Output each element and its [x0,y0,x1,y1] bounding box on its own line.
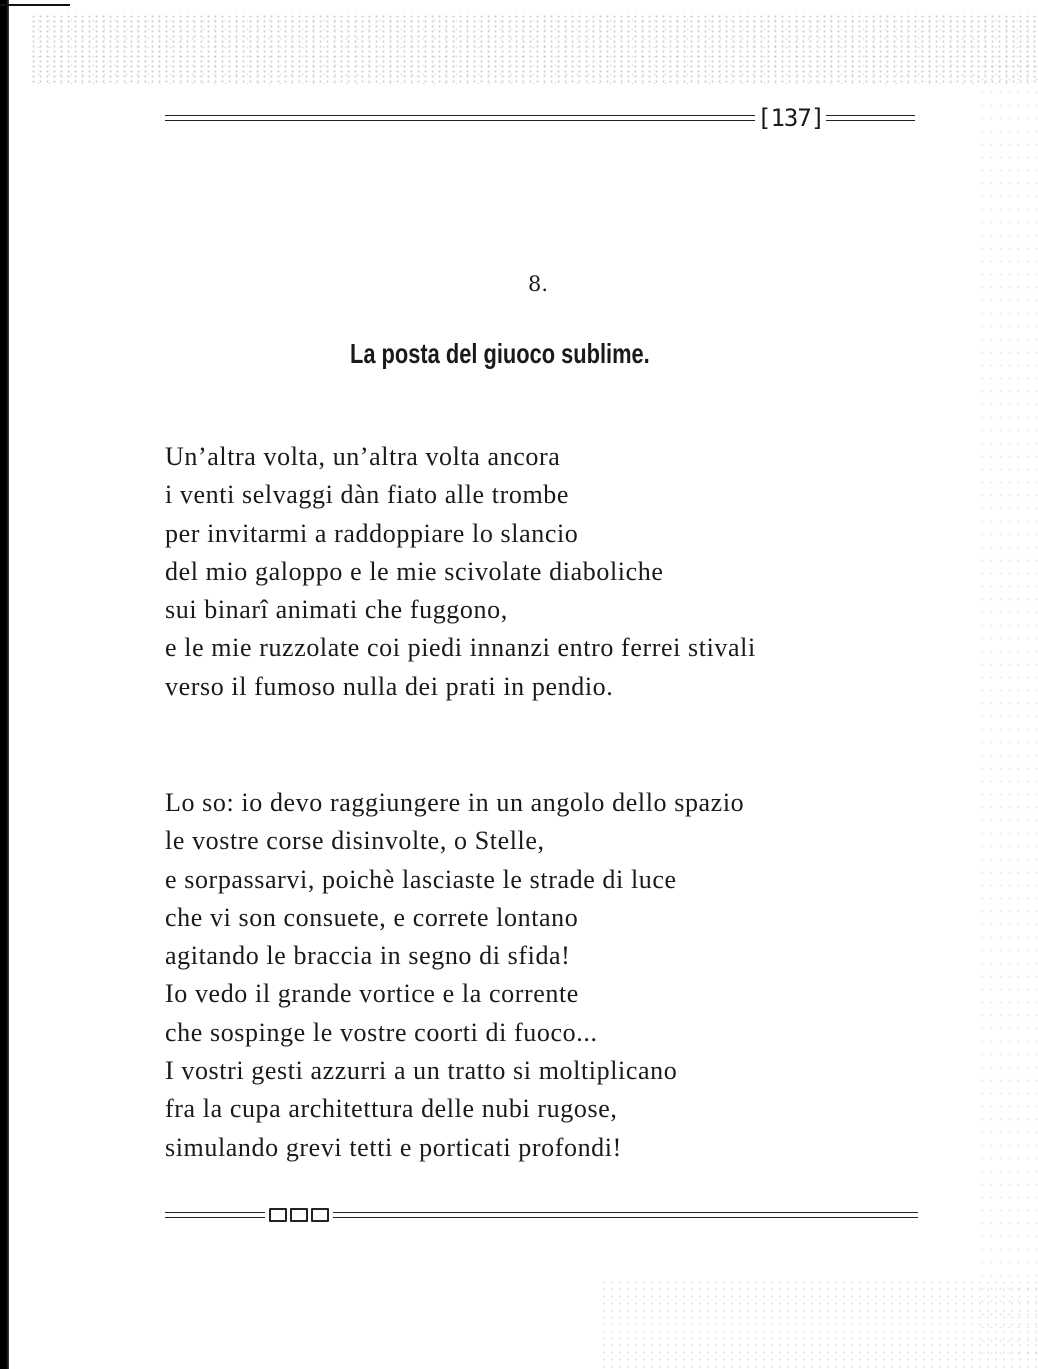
verse-line: verso il fumoso nulla dei prati in pendio. [165,671,614,701]
page-binding-edge [0,0,9,1369]
ornament-square [311,1208,329,1222]
verse-line: I vostri gesti azzurri a un tratto si moltiplicano [165,1056,678,1086]
verse-line: che vi son consuete, e correte lontano [165,902,579,932]
footer-rule-right [333,1212,918,1218]
stanza-1 [165,438,885,706]
section-number: 8. [528,272,549,296]
paper-speckle-top [30,14,1038,84]
page-header [165,103,915,133]
verse-line: Un’altra volta, un’altra volta ancora [165,442,561,471]
verse-line: le vostre corse disinvolte, o Stelle, [165,826,545,856]
verse-line: simulando grevi tetti e porticati profondi! [165,1132,622,1162]
verse-line: fra la cupa architettura delle nubi rugose, [165,1094,618,1124]
poem-title: La posta del giuoco sublime. [350,338,650,369]
verse-line: che sospinge le vostre coorti di fuoco... [165,1017,598,1047]
ornament-square [269,1208,287,1222]
paper-speckle-bottom [600,1279,1038,1369]
header-rule-right [826,115,915,121]
verse-line: per invitarmi a raddoppiare lo slancio [165,518,579,548]
verse-line: i venti selvaggi dàn fiato alle trombe [165,480,570,510]
square-ornament-icon [265,1208,333,1222]
verse-line: Io vedo il grande vortice e la corrente [165,979,579,1009]
verse-line: Lo so: io devo raggiungere in un angolo dello spazio [165,788,745,817]
verse-line: agitando le braccia in segno di sfida! [165,941,571,971]
verse-line: del mio galoppo e le mie scivolate diaboliche [165,556,664,586]
stanza-2 [165,784,885,1167]
verse-line: e le mie ruzzolate coi piedi innanzi entro ferrei stivali [165,633,756,663]
ornament-square [290,1208,308,1222]
page-footer-rule [165,1206,918,1224]
verse-line: e sorpassarvi, poichè lasciaste le strade di luce [165,864,677,894]
page-top-edge [0,4,70,6]
verse-line: sui binarî animati che fuggono, [165,595,508,625]
page-number: [137] [757,104,825,132]
footer-rule-left [165,1212,265,1218]
paper-speckle-right [978,60,1038,1360]
header-rule-left [165,115,755,121]
